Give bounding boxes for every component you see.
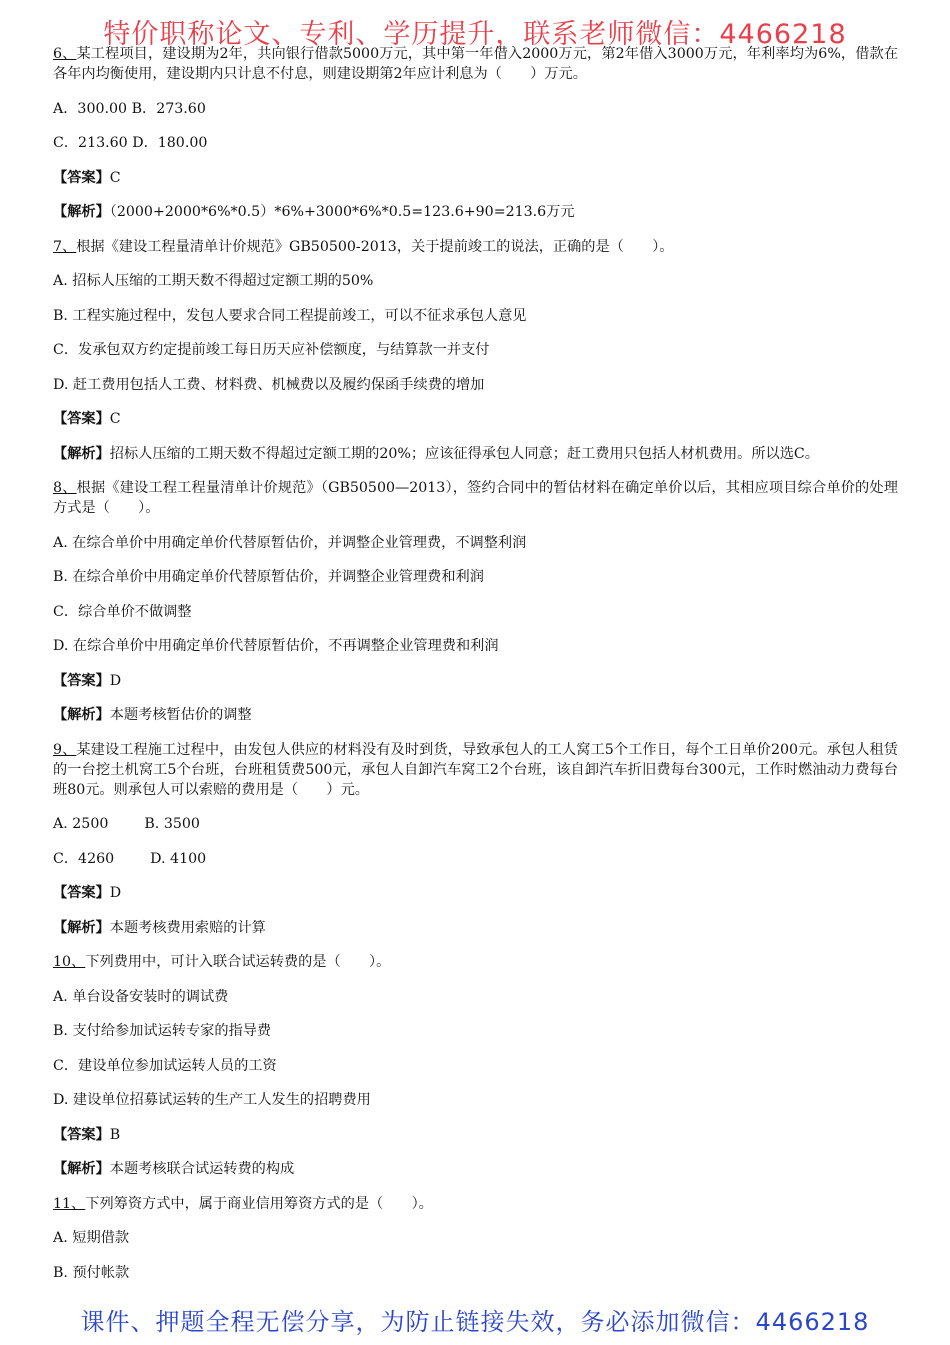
question-9-options-cd xyxy=(53,849,898,869)
answer-value: B xyxy=(109,1126,121,1143)
question-7-option-a: A. 招标人压缩的工期天数不得超过定额工期的50% xyxy=(53,273,374,289)
question-8-option-b: B. 在综合单价中用确定单价代替原暂估价，并调整企业管理费和利润 xyxy=(53,569,484,585)
question-10-answer xyxy=(53,1125,898,1145)
question-10-option-c: C．建设单位参加试运转人员的工资 xyxy=(53,1057,277,1074)
question-10-option-b: B. 支付给参加试运转专家的指导费 xyxy=(53,1023,272,1039)
question-10-option-a: A. 单台设备安装时的调试费 xyxy=(53,988,229,1005)
question-6-analysis xyxy=(53,202,898,222)
question-text: 根据《建设工程量清单计价规范》GB50500-2013，关于提前竣工的说法，正确的是（ ）。 xyxy=(76,238,674,255)
question-text: 下列筹资方式中，属于商业信用筹资方式的是（ ）。 xyxy=(85,1195,433,1212)
analysis-label: 【解析】 xyxy=(53,919,110,936)
answer-value: C xyxy=(109,169,121,186)
question-7-answer xyxy=(53,409,898,429)
question-10-option-d: D. 建设单位招募试运转的生产工人发生的招聘费用 xyxy=(53,1092,371,1108)
question-10-analysis xyxy=(53,1159,898,1179)
question-text: 某建设工程施工过程中，由发包人供应的材料没有及时到货，导致承包人的工人窝工5个工作日，每个工日单价200元。承包人租赁的一台挖土机窝工5个台班，台班租赁费500元，承包人自卸汽车窝工2个台班，该自卸汽车折旧费每台300元，工作时燃油动力费每台班80元。则承包人可以索赔的费用是（ ）元。 xyxy=(53,741,898,798)
question-8-answer xyxy=(53,671,898,691)
question-text: 下列费用中，可计入联合试运转费的是（ ）。 xyxy=(85,954,391,970)
answer-label: 【答案】 xyxy=(53,885,110,901)
top-ad-banner: 特价职称论文、专利、学历提升，联系老师微信：4466218 xyxy=(103,19,847,50)
option-c: C．4260 xyxy=(53,850,115,867)
question-number: 6、 xyxy=(53,46,77,62)
question-number: 11、 xyxy=(53,1195,86,1212)
analysis-text: （2000+2000*6%*0.5）*6%+3000*6%*0.5=123.6+90=213.6万元 xyxy=(109,204,575,220)
question-7-option-d: D. 赶工费用包括人工费、材料费、机械费以及履约保函手续费的增加 xyxy=(53,376,485,393)
analysis-text: 招标人压缩的工期天数不得超过定额工期的20%；应该征得承包人同意；赶工费用只包括人材机费用。所以选C。 xyxy=(109,445,819,462)
analysis-label: 【解析】 xyxy=(53,1161,110,1177)
question-6-options-cd: C．213.60 D．180.00 xyxy=(53,135,208,151)
question-8-option-d: D. 在综合单价中用确定单价代替原暂估价，不再调整企业管理费和利润 xyxy=(53,638,499,654)
question-number: 8、 xyxy=(53,480,77,496)
question-9-analysis xyxy=(53,918,898,938)
answer-label: 【答案】 xyxy=(53,169,110,186)
analysis-text: 本题考核联合试运转费的构成 xyxy=(109,1161,295,1177)
answer-label: 【答案】 xyxy=(53,411,110,427)
question-11-option-a: A. 短期借款 xyxy=(53,1230,130,1246)
question-11-stem xyxy=(53,1194,898,1214)
question-text: 某工程项目，建设期为2年，共向银行借款5000万元，其中第一年借入2000万元，第2年借入3000万元，年利率均为6%，借款在各年内均衡使用，建设期内只计息不付息，则建设期第2年应计利息为（ ）万元。 xyxy=(53,46,899,82)
question-text: 根据《建设工程工程量清单计价规范》（GB50500—2013），签约合同中的暂估材料在确定单价以后，其相应项目综合单价的处理方式是（ ）。 xyxy=(53,480,898,516)
question-document xyxy=(53,44,898,1297)
analysis-text: 本题考核暂估价的调整 xyxy=(109,707,252,723)
question-7-option-b: B. 工程实施过程中，发包人要求合同工程提前竣工，可以不征求承包人意见 xyxy=(53,307,527,324)
analysis-label: 【解析】 xyxy=(53,445,110,462)
bottom-ad-banner: 课件、押题全程无偿分享，为防止链接失效，务必添加微信：4466218 xyxy=(80,1308,870,1336)
answer-value: C xyxy=(109,411,121,427)
question-11-option-b: B. 预付帐款 xyxy=(53,1264,130,1281)
question-10-stem xyxy=(53,952,898,972)
answer-value: D xyxy=(109,885,122,901)
question-number: 7、 xyxy=(53,238,77,255)
question-7-analysis xyxy=(53,444,898,464)
question-8-stem xyxy=(53,478,898,518)
analysis-text: 本题考核费用索赔的计算 xyxy=(109,919,266,936)
question-7-option-c: C．发承包双方约定提前竣工每日历天应补偿额度，与结算款一并支付 xyxy=(53,342,490,358)
option-a: A. 2500 xyxy=(53,816,109,832)
answer-value: D xyxy=(109,672,122,689)
option-d: D. 4100 xyxy=(150,850,207,867)
answer-label: 【答案】 xyxy=(53,1126,110,1143)
question-6-stem xyxy=(53,44,898,84)
question-9-answer xyxy=(53,883,898,903)
option-b: B. 3500 xyxy=(144,816,200,832)
question-9-options-ab xyxy=(53,814,898,834)
question-8-analysis xyxy=(53,705,898,725)
question-7-stem xyxy=(53,237,898,257)
question-8-option-c: C．综合单价不做调整 xyxy=(53,603,192,620)
question-number: 9、 xyxy=(53,741,77,758)
question-number: 10、 xyxy=(53,954,86,970)
question-6-options-ab: A．300.00 B．273.60 xyxy=(53,100,206,117)
question-9-stem xyxy=(53,740,898,800)
question-6-answer xyxy=(53,168,898,188)
question-8-option-a: A. 在综合单价中用确定单价代替原暂估价，并调整企业管理费，不调整利润 xyxy=(53,534,527,551)
analysis-label: 【解析】 xyxy=(53,707,110,723)
analysis-label: 【解析】 xyxy=(53,204,110,220)
answer-label: 【答案】 xyxy=(53,672,110,689)
